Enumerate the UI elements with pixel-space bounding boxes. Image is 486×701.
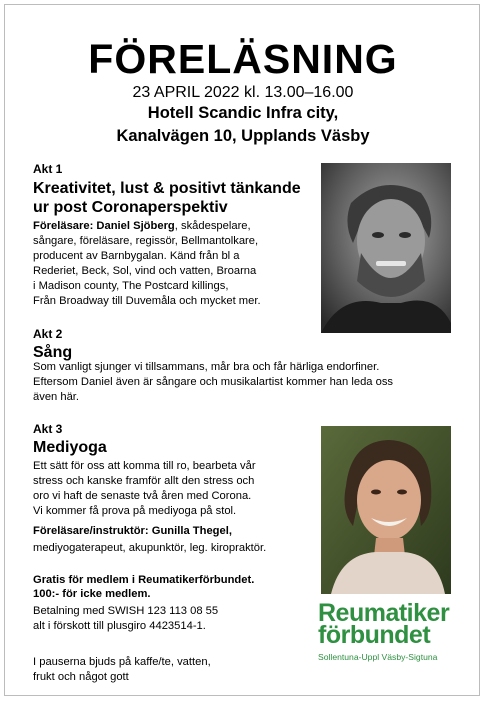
akt1-label: Akt 1: [33, 162, 63, 176]
akt1-heading-line2: ur post Coronaperspektiv: [33, 199, 228, 216]
daniel-sjoberg-photo: [321, 163, 451, 333]
logo-subtitle: Sollentuna-Uppl Väsby-Sigtuna: [318, 652, 438, 662]
akt1-description: [33, 219, 323, 309]
pricing-non-member: 100:- för icke medlem.: [33, 588, 151, 600]
event-date-time: 23 APRIL 2022 kl. 13.00–16.00: [132, 84, 354, 101]
akt3-lecturer-label: Föreläsare/instruktör: Gunilla Thegel,: [33, 525, 232, 537]
akt3-lecturer-desc: mediyogaterapeut, akupunktör, leg. kiropraktör.: [33, 542, 267, 554]
akt2-label: Akt 2: [33, 327, 63, 341]
payment-swish: Betalning med SWISH 123 113 08 55: [33, 605, 219, 617]
break-info-line2: frukt och något gott: [33, 671, 129, 683]
event-venue: Hotell Scandic Infra city,: [147, 104, 339, 122]
break-info-line1: I pauserna bjuds på kaffe/te, vatten,: [33, 656, 211, 668]
akt3-heading: Mediyoga: [33, 439, 107, 456]
gunilla-thegel-photo: [321, 426, 451, 594]
logo-line2: förbundet: [318, 621, 431, 649]
logo-line1: Reumatiker: [318, 599, 450, 627]
reumatikerforbundet-logo: [318, 599, 468, 662]
akt1-heading-line1: Kreativitet, lust & positivt tänkande: [33, 180, 301, 197]
page-title: FÖRELÄSNING: [88, 36, 398, 82]
akt1-lecturer-label: Föreläsare: Daniel Sjöberg: [33, 220, 175, 232]
akt3-label: Akt 3: [33, 422, 63, 436]
payment-plusgiro: alt i förskott till plusgiro 4423514-1.: [33, 620, 206, 632]
akt3-description: Ett sätt för oss att komma till ro, bearbeta vår stress och kanske framför allt den stress och oro vi haft de senaste två åren med Corona. Vi kommer få prova på mediyoga på stol.: [33, 460, 256, 517]
pricing-member: Gratis för medlem i Reumatikerförbundet.: [33, 574, 255, 586]
akt2-heading: Sång: [33, 344, 73, 361]
akt1-lecturer-desc: , skådespelare, sångare, föreläsare, regissör, Bellmantolkare, producent av Barnbygalan. Känd från bl a Rederiet, Beck, Sol, vind och vatten, Broarna i Madison county, The Postcard killings, Från Broadway till Duvemåla och mycket mer.: [33, 220, 261, 307]
event-address: Kanalvägen 10, Upplands Väsby: [116, 127, 370, 145]
akt2-description: Som vanligt sjunger vi tillsammans, mår bra och får härliga endorfiner. Eftersom Daniel även är sångare och musikalartist kommer han leda oss även här.: [33, 361, 394, 403]
